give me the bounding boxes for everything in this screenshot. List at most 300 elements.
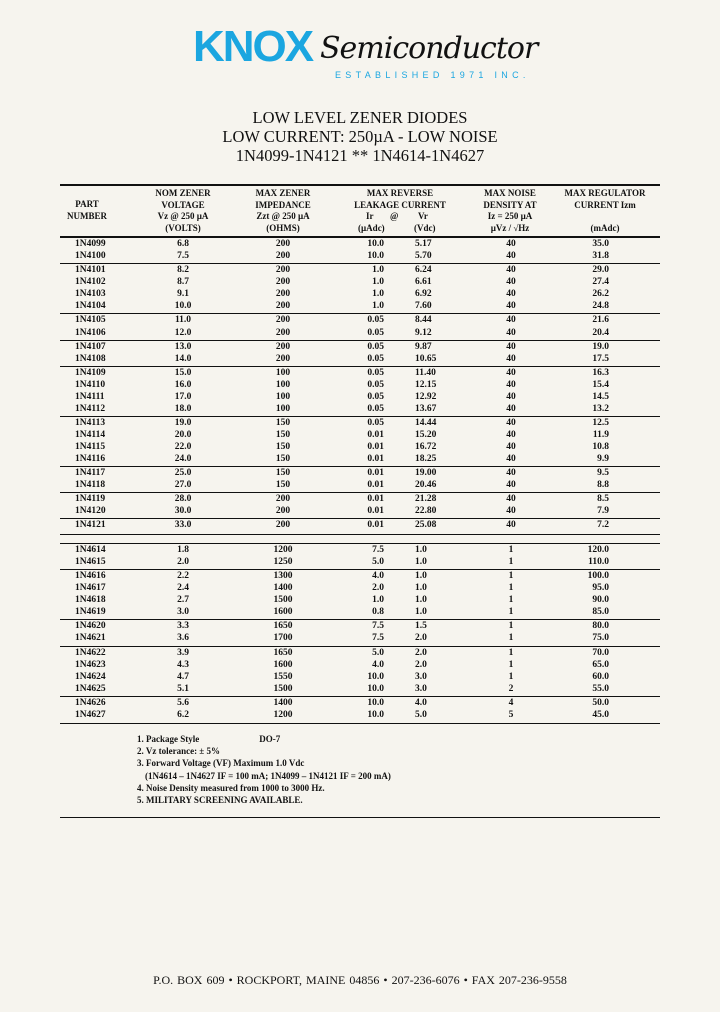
cell-zzt: 200 xyxy=(275,327,291,338)
cell-part: 1N4618 xyxy=(75,595,106,606)
cell-ir: 1.0 xyxy=(372,595,384,606)
cell-noise: 40 xyxy=(506,367,516,378)
header-text: MAX REGULATOR xyxy=(564,188,646,198)
cell-zzt: 1550 xyxy=(273,671,293,682)
cell-vz: 28.0 xyxy=(174,494,192,505)
cell-izm: 7.9 xyxy=(597,506,609,517)
cell-noise: 40 xyxy=(506,417,516,428)
header-text: µVz / √Hz xyxy=(490,222,530,233)
cell-vz: 4.7 xyxy=(177,671,189,682)
cell-ir: 0.01 xyxy=(367,468,384,479)
cell-part: 1N4117 xyxy=(75,468,106,479)
cell-vz: 3.0 xyxy=(177,607,189,618)
cell-vz: 1.8 xyxy=(177,545,189,555)
cell-vr: 19.00 xyxy=(415,468,437,479)
cell-ir: 0.05 xyxy=(367,327,384,338)
cell-noise: 40 xyxy=(506,520,516,531)
cell-izm: 8.8 xyxy=(597,480,609,491)
header-impedance xyxy=(243,188,323,234)
cell-part: 1N4100 xyxy=(75,251,106,262)
cell-ir: 10.0 xyxy=(367,239,384,249)
cell-ir: 0.05 xyxy=(367,315,384,326)
cell-vr: 6.24 xyxy=(415,265,432,276)
cell-noise: 40 xyxy=(506,239,516,249)
header-text xyxy=(555,211,655,223)
cell-zzt: 1400 xyxy=(273,583,293,594)
cell-vz: 13.0 xyxy=(174,341,192,352)
cell-vr: 1.0 xyxy=(415,583,427,594)
cell-vz: 15.0 xyxy=(174,367,192,378)
cell-noise: 40 xyxy=(506,430,516,440)
group-separator xyxy=(60,237,660,238)
cell-noise: 40 xyxy=(506,403,516,414)
table2-end-rule xyxy=(60,723,660,724)
cell-vr: 16.72 xyxy=(415,442,437,453)
cell-vz: 2.7 xyxy=(177,595,189,606)
cell-izm: 65.0 xyxy=(592,659,609,670)
cell-zzt: 1600 xyxy=(273,607,293,618)
cell-vz: 30.0 xyxy=(174,506,192,517)
cell-noise: 40 xyxy=(506,506,516,517)
cell-noise: 1 xyxy=(508,545,514,555)
note-2: 2. Vz tolerance: ± 5% xyxy=(137,746,220,757)
cell-part: 1N4615 xyxy=(75,557,106,567)
cell-vr: 1.0 xyxy=(415,607,427,618)
cell-part: 1N4109 xyxy=(75,367,106,378)
header-text: MAX NOISE xyxy=(484,188,536,198)
cell-zzt: 200 xyxy=(275,239,291,249)
cell-zzt: 1250 xyxy=(273,557,293,567)
title-line-1: LOW LEVEL ZENER DIODES xyxy=(252,108,468,127)
group-separator xyxy=(60,263,660,264)
cell-ir: 4.0 xyxy=(372,659,384,670)
cell-vr: 18.25 xyxy=(415,454,437,465)
cell-part: 1N4120 xyxy=(75,506,106,517)
group-separator xyxy=(60,569,660,570)
cell-vr: 11.40 xyxy=(415,367,436,378)
cell-vr: 5.17 xyxy=(415,239,432,249)
cell-izm: 50.0 xyxy=(592,697,609,708)
cell-vz: 2.2 xyxy=(177,571,189,582)
cell-ir: 0.01 xyxy=(367,430,384,440)
cell-vr: 10.65 xyxy=(415,353,437,364)
cell-vz: 8.2 xyxy=(177,265,189,276)
cell-zzt: 1300 xyxy=(273,571,293,582)
cell-zzt: 1650 xyxy=(273,647,293,658)
cell-noise: 40 xyxy=(506,454,516,465)
cell-izm: 15.4 xyxy=(592,379,609,390)
cell-vr: 22.80 xyxy=(415,506,437,517)
cell-part: 1N4115 xyxy=(75,442,106,453)
cell-noise: 1 xyxy=(508,595,514,606)
cell-zzt: 1500 xyxy=(273,683,293,694)
cell-zzt: 1400 xyxy=(273,697,293,708)
cell-vr: 1.0 xyxy=(415,571,427,582)
cell-part: 1N4104 xyxy=(75,301,106,312)
cell-noise: 40 xyxy=(506,480,516,491)
cell-vr: 14.44 xyxy=(415,417,437,428)
cell-part: 1N4627 xyxy=(75,709,106,720)
cell-ir: 10.0 xyxy=(367,697,384,708)
cell-zzt: 1200 xyxy=(273,709,293,720)
cell-part: 1N4623 xyxy=(75,659,106,670)
group-separator xyxy=(60,696,660,697)
note-5: 5. MILITARY SCREENING AVAILABLE. xyxy=(137,795,303,806)
cell-vr: 7.60 xyxy=(415,301,432,312)
header-text: Vz @ 250 µA xyxy=(157,211,209,221)
cell-vz: 24.0 xyxy=(174,454,192,465)
header-voltage xyxy=(143,188,223,234)
cell-vz: 7.5 xyxy=(177,251,189,262)
cell-ir: 0.01 xyxy=(367,454,384,465)
cell-zzt: 200 xyxy=(275,506,291,517)
cell-zzt: 100 xyxy=(275,379,291,390)
cell-vr: 2.0 xyxy=(415,659,427,670)
cell-vr: 13.67 xyxy=(415,403,437,414)
cell-part: 1N4118 xyxy=(75,480,106,491)
header-text: (µAdc) xyxy=(358,222,385,233)
cell-part: 1N4099 xyxy=(75,239,106,249)
group-separator xyxy=(60,340,660,341)
header-text: (OHMS) xyxy=(266,222,300,233)
cell-izm: 31.8 xyxy=(592,251,609,262)
cell-vr: 9.87 xyxy=(415,341,432,352)
cell-ir: 5.0 xyxy=(372,557,384,567)
cell-noise: 1 xyxy=(508,621,514,632)
cell-vr: 8.44 xyxy=(415,315,432,326)
cell-izm: 17.5 xyxy=(592,353,609,364)
cell-ir: 4.0 xyxy=(372,571,384,582)
cell-vr: 5.70 xyxy=(415,251,432,262)
cell-vr: 2.0 xyxy=(415,633,427,644)
cell-izm: 35.0 xyxy=(592,239,609,249)
header-top-rule xyxy=(60,184,660,186)
cell-ir: 1.0 xyxy=(372,289,384,300)
cell-ir: 10.0 xyxy=(367,709,384,720)
cell-ir: 7.5 xyxy=(372,633,384,644)
cell-noise: 40 xyxy=(506,265,516,276)
cell-zzt: 1650 xyxy=(273,621,293,632)
cell-ir: 0.05 xyxy=(367,391,384,402)
group-separator xyxy=(60,366,660,367)
cell-ir: 0.05 xyxy=(367,403,384,414)
logo-knox: KNOX xyxy=(193,22,313,71)
note-1-value: DO-7 xyxy=(259,734,281,744)
header-text: Iz = 250 µA xyxy=(487,211,533,221)
notes xyxy=(137,733,391,806)
cell-part: 1N4101 xyxy=(75,265,106,276)
cell-noise: 2 xyxy=(508,683,514,694)
cell-zzt: 150 xyxy=(275,454,291,465)
group-separator xyxy=(60,492,660,493)
cell-vz: 3.6 xyxy=(177,633,189,644)
cell-vz: 5.6 xyxy=(177,697,189,708)
header-text: NOM ZENER xyxy=(155,188,211,198)
cell-ir: 10.0 xyxy=(367,683,384,694)
cell-vr: 12.15 xyxy=(415,379,437,390)
cell-vr: 4.0 xyxy=(415,697,427,708)
cell-zzt: 1700 xyxy=(273,633,293,644)
cell-zzt: 200 xyxy=(275,251,291,262)
cell-noise: 40 xyxy=(506,442,516,453)
cell-zzt: 150 xyxy=(275,468,291,479)
cell-izm: 9.5 xyxy=(597,468,609,479)
cell-part: 1N4103 xyxy=(75,289,106,300)
cell-zzt: 200 xyxy=(275,520,291,531)
header-text: MAX REVERSE xyxy=(366,188,434,198)
header-text: VOLTAGE xyxy=(161,199,205,210)
cell-vr: 1.0 xyxy=(415,595,427,606)
cell-vr: 1.5 xyxy=(415,621,427,632)
cell-noise: 1 xyxy=(508,647,514,658)
cell-vr: 3.0 xyxy=(415,671,427,682)
cell-zzt: 200 xyxy=(275,494,291,505)
cell-izm: 70.0 xyxy=(592,647,609,658)
cell-part: 1N4624 xyxy=(75,671,106,682)
cell-part: 1N4626 xyxy=(75,697,106,708)
cell-part: 1N4625 xyxy=(75,683,106,694)
cell-izm: 85.0 xyxy=(592,607,609,618)
header-noise xyxy=(470,188,550,234)
cell-vz: 25.0 xyxy=(174,468,192,479)
group-separator xyxy=(60,646,660,647)
cell-ir: 1.0 xyxy=(372,277,384,288)
cell-ir: 0.05 xyxy=(367,353,384,364)
cell-izm: 14.5 xyxy=(592,391,609,402)
cell-vz: 4.3 xyxy=(177,659,189,670)
cell-izm: 12.5 xyxy=(592,417,609,428)
cell-ir: 0.05 xyxy=(367,379,384,390)
logo-wordmark: Semiconductor xyxy=(320,31,538,66)
group-separator xyxy=(60,466,660,467)
cell-ir: 0.01 xyxy=(367,480,384,491)
cell-part: 1N4620 xyxy=(75,621,106,632)
cell-vr: 1.0 xyxy=(415,545,427,555)
cell-zzt: 200 xyxy=(275,265,291,276)
cell-ir: 2.0 xyxy=(372,583,384,594)
header-text: DENSITY AT xyxy=(483,199,537,210)
header-text: Zzt @ 250 µA xyxy=(256,211,310,221)
cell-zzt: 100 xyxy=(275,403,291,414)
header-text: Vr xyxy=(418,211,428,221)
cell-noise: 40 xyxy=(506,277,516,288)
group-separator xyxy=(60,543,660,544)
cell-vz: 12.0 xyxy=(174,327,192,338)
cell-vz: 20.0 xyxy=(174,430,192,440)
cell-noise: 40 xyxy=(506,341,516,352)
cell-vz: 22.0 xyxy=(174,442,192,453)
note-4: 4. Noise Density measured from 1000 to 3000 Hz. xyxy=(137,782,325,793)
cell-vz: 8.7 xyxy=(177,277,189,288)
cell-zzt: 100 xyxy=(275,367,291,378)
cell-noise: 40 xyxy=(506,327,516,338)
cell-zzt: 200 xyxy=(275,277,291,288)
cell-part: 1N4111 xyxy=(75,391,105,402)
cell-noise: 1 xyxy=(508,633,514,644)
cell-izm: 90.0 xyxy=(592,595,609,606)
cell-vz: 10.0 xyxy=(174,301,192,312)
cell-vz: 6.8 xyxy=(177,239,189,249)
cell-vr: 21.28 xyxy=(415,494,437,505)
cell-zzt: 1600 xyxy=(273,659,293,670)
cell-vr: 2.0 xyxy=(415,647,427,658)
cell-ir: 0.01 xyxy=(367,506,384,517)
header-text: (VOLTS) xyxy=(165,222,201,233)
cell-izm: 80.0 xyxy=(592,621,609,632)
cell-vz: 2.4 xyxy=(177,583,189,594)
cell-part: 1N4121 xyxy=(75,520,106,531)
header-text: (Vdc) xyxy=(414,222,436,233)
cell-vr: 9.12 xyxy=(415,327,432,338)
cell-ir: 10.0 xyxy=(367,671,384,682)
cell-noise: 40 xyxy=(506,379,516,390)
cell-noise: 40 xyxy=(506,251,516,262)
cell-izm: 9.9 xyxy=(597,454,609,465)
cell-vz: 3.9 xyxy=(177,647,189,658)
cell-ir: 0.05 xyxy=(367,341,384,352)
header-text: IMPEDANCE xyxy=(255,199,311,210)
cell-zzt: 100 xyxy=(275,391,291,402)
cell-zzt: 150 xyxy=(275,480,291,491)
header-text: PART xyxy=(75,199,99,209)
cell-izm: 10.8 xyxy=(592,442,609,453)
logo-tagline: ESTABLISHED 1971 INC. xyxy=(335,70,530,80)
cell-izm: 100.0 xyxy=(587,571,609,582)
cell-zzt: 150 xyxy=(275,417,291,428)
title-line-2: LOW CURRENT: 250µA - LOW NOISE xyxy=(222,127,498,146)
group-separator xyxy=(60,416,660,417)
cell-part: 1N4622 xyxy=(75,647,106,658)
cell-vz: 16.0 xyxy=(174,379,192,390)
cell-part: 1N4621 xyxy=(75,633,106,644)
cell-izm: 19.0 xyxy=(592,341,609,352)
cell-izm: 21.6 xyxy=(592,315,609,326)
note-1: 1. Package Style xyxy=(137,734,200,744)
cell-izm: 8.5 xyxy=(597,494,609,505)
header-regulator xyxy=(555,188,655,234)
cell-zzt: 150 xyxy=(275,430,291,440)
cell-vz: 5.1 xyxy=(177,683,189,694)
cell-ir: 7.5 xyxy=(372,545,384,555)
cell-vr: 5.0 xyxy=(415,709,427,720)
cell-zzt: 200 xyxy=(275,289,291,300)
cell-izm: 110.0 xyxy=(588,557,609,567)
header-leakage xyxy=(340,188,460,234)
footer-address: P.O. BOX 609 • ROCKPORT, MAINE 04856 • 207-236-6076 • FAX 207-236-9558 xyxy=(153,973,567,987)
cell-ir: 1.0 xyxy=(372,265,384,276)
cell-izm: 27.4 xyxy=(592,277,609,288)
cell-zzt: 1200 xyxy=(273,545,293,555)
cell-ir: 0.01 xyxy=(367,442,384,453)
group-separator xyxy=(60,619,660,620)
cell-vz: 33.0 xyxy=(174,520,192,531)
cell-part: 1N4113 xyxy=(75,417,106,428)
header-part xyxy=(62,199,112,222)
cell-vz: 18.0 xyxy=(174,403,192,414)
cell-ir: 0.8 xyxy=(372,607,384,618)
header-text: CURRENT Izm xyxy=(574,199,636,210)
cell-part: 1N4114 xyxy=(75,430,106,440)
cell-noise: 40 xyxy=(506,391,516,402)
cell-noise: 4 xyxy=(508,697,514,708)
cell-vz: 17.0 xyxy=(174,391,192,402)
cell-izm: 75.0 xyxy=(592,633,609,644)
cell-noise: 40 xyxy=(506,494,516,505)
cell-part: 1N4616 xyxy=(75,571,106,582)
group-separator xyxy=(60,313,660,314)
cell-izm: 13.2 xyxy=(592,403,609,414)
header-text: LEAKAGE CURRENT xyxy=(354,199,446,210)
cell-noise: 40 xyxy=(506,353,516,364)
cell-ir: 0.01 xyxy=(367,520,384,531)
cell-zzt: 200 xyxy=(275,301,291,312)
cell-vr: 3.0 xyxy=(415,683,427,694)
cell-vr: 6.61 xyxy=(415,277,432,288)
cell-noise: 40 xyxy=(506,468,516,479)
cell-part: 1N4112 xyxy=(75,403,106,414)
cell-ir: 5.0 xyxy=(372,647,384,658)
cell-izm: 26.2 xyxy=(592,289,609,300)
cell-zzt: 200 xyxy=(275,353,291,364)
cell-ir: 7.5 xyxy=(372,621,384,632)
cell-part: 1N4619 xyxy=(75,607,106,618)
cell-part: 1N4116 xyxy=(75,454,106,465)
cell-vz: 11.0 xyxy=(174,315,192,326)
table1-end-rule xyxy=(60,534,660,535)
cell-izm: 60.0 xyxy=(592,671,609,682)
cell-vz: 2.0 xyxy=(177,557,189,567)
cell-noise: 1 xyxy=(508,607,514,618)
cell-izm: 55.0 xyxy=(592,683,609,694)
cell-part: 1N4108 xyxy=(75,353,106,364)
cell-part: 1N4102 xyxy=(75,277,106,288)
cell-izm: 24.8 xyxy=(592,301,609,312)
header-text: NUMBER xyxy=(67,210,107,221)
cell-part: 1N4105 xyxy=(75,315,106,326)
notes-rule xyxy=(60,817,660,818)
header-text: MAX ZENER xyxy=(255,188,311,198)
note-3-detail: (1N4614 – 1N4627 IF = 100 mA; 1N4099 – 1N4121 IF = 200 mA) xyxy=(145,770,391,781)
cell-zzt: 150 xyxy=(275,442,291,453)
note-3: 3. Forward Voltage (VF) Maximum 1.0 Vdc xyxy=(137,758,305,769)
cell-zzt: 1500 xyxy=(273,595,293,606)
cell-zzt: 200 xyxy=(275,341,291,352)
cell-noise: 1 xyxy=(508,571,514,582)
cell-vz: 14.0 xyxy=(174,353,192,364)
cell-vr: 12.92 xyxy=(415,391,437,402)
cell-noise: 40 xyxy=(506,289,516,300)
cell-izm: 120.0 xyxy=(587,545,609,555)
cell-vr: 15.20 xyxy=(415,430,437,440)
cell-part: 1N4107 xyxy=(75,341,106,352)
cell-vz: 27.0 xyxy=(174,480,192,491)
title-line-3: 1N4099-1N4121 ** 1N4614-1N4627 xyxy=(235,146,485,165)
cell-ir: 0.05 xyxy=(367,367,384,378)
cell-izm: 11.9 xyxy=(592,430,609,440)
cell-vz: 9.1 xyxy=(177,289,189,300)
cell-zzt: 200 xyxy=(275,315,291,326)
cell-izm: 20.4 xyxy=(592,327,609,338)
header-text: Ir xyxy=(366,211,374,221)
group-separator xyxy=(60,518,660,519)
cell-vr: 25.08 xyxy=(415,520,437,531)
cell-ir: 0.05 xyxy=(367,417,384,428)
header-text: (mAdc) xyxy=(590,222,620,233)
cell-izm: 7.2 xyxy=(597,520,609,531)
cell-noise: 5 xyxy=(508,709,514,720)
cell-noise: 40 xyxy=(506,315,516,326)
cell-vz: 19.0 xyxy=(174,417,192,428)
